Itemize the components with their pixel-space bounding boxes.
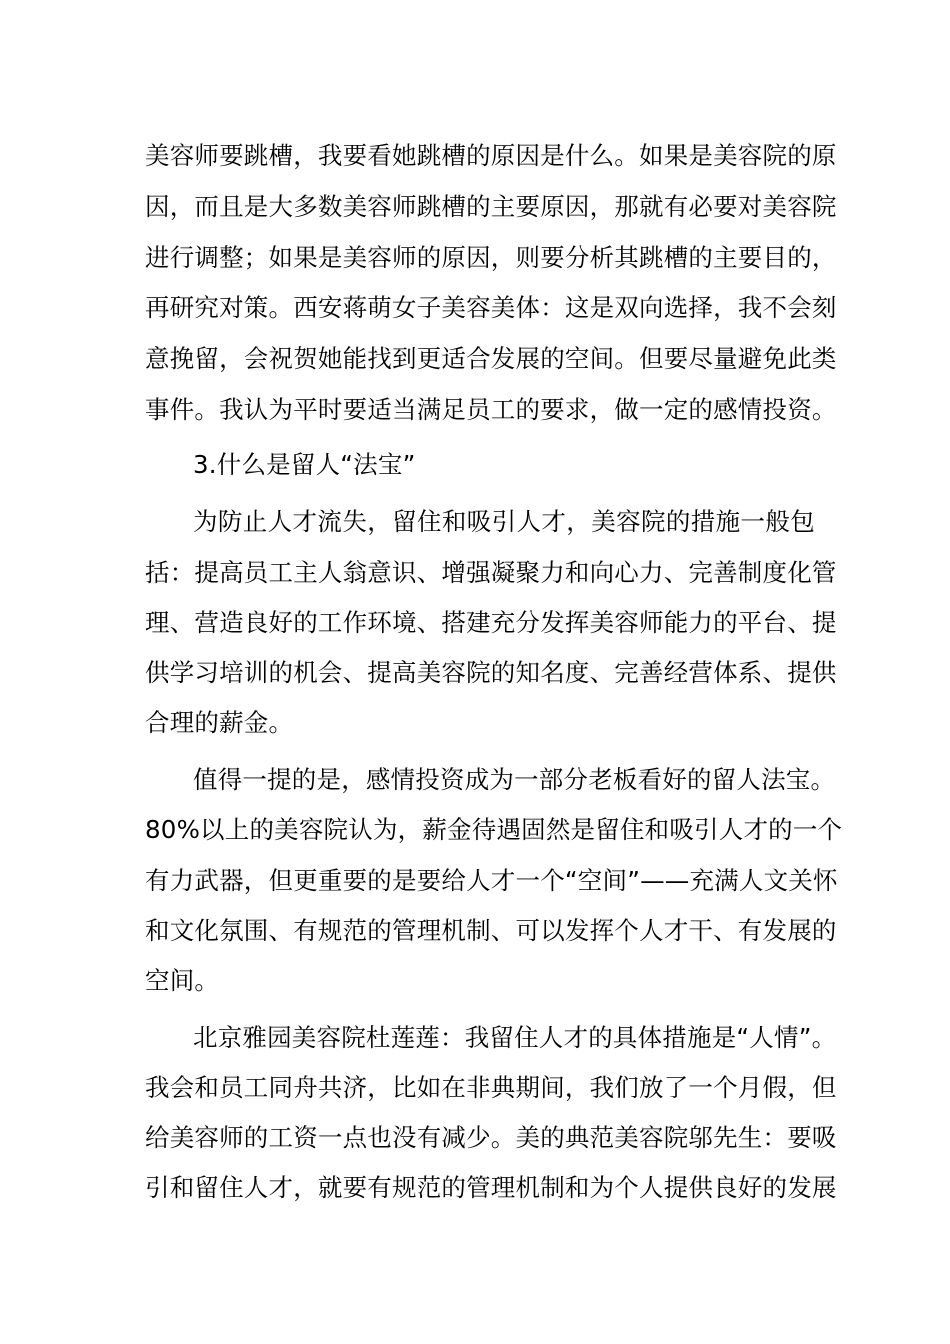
paragraph-4-line-4: 和文化氛围、有规范的管理机制、可以发挥个人才干、有发展的 xyxy=(145,916,837,945)
paragraph-4-line-2: 80%以上的美容院认为，薪金待遇固然是留住和吸引人才的一个 xyxy=(145,815,843,844)
paragraph-3-line-4: 供学习培训的机会、提高美容院的知名度、完善经营体系、提供 xyxy=(145,658,837,687)
paragraph-3-line-2: 括：提高员工主人翁意识、增强凝聚力和向心力、完善制度化管 xyxy=(145,558,837,587)
paragraph-1-line-3: 进行调整；如果是美容师的原因，则要分析其跳槽的主要目的， xyxy=(145,243,837,272)
paragraph-1-line-4: 再研究对策。西安蒋萌女子美容美体：这是双向选择，我不会刻 xyxy=(145,293,837,322)
paragraph-5-line-2: 我会和员工同舟共济，比如在非典期间，我们放了一个月假，但 xyxy=(145,1073,837,1102)
paragraph-1-line-6: 事件。我认为平时要适当满足员工的要求，做一定的感情投资。 xyxy=(145,395,837,424)
paragraph-5-line-4: 引和留住人才，就要有规范的管理机制和为个人提供良好的发展 xyxy=(145,1173,837,1202)
paragraph-3-line-5: 合理的薪金。 xyxy=(145,708,294,737)
paragraph-3-line-1: 为防止人才流失，留住和吸引人才，美容院的措施一般包 xyxy=(193,507,815,536)
paragraph-4-line-5: 空间。 xyxy=(145,966,220,995)
paragraph-1-line-2: 因，而且是大多数美容师跳槽的主要原因，那就有必要对美容院 xyxy=(145,192,837,221)
paragraph-5-line-3: 给美容师的工资一点也没有减少。美的典范美容院邬先生：要吸 xyxy=(145,1123,837,1152)
section-heading: 3.什么是留人“法宝” xyxy=(193,450,416,479)
paragraph-4-line-3: 有力武器，但更重要的是要给人才一个“空间”——充满人文关怀 xyxy=(145,866,838,895)
paragraph-3-line-3: 理、营造良好的工作环境、搭建充分发挥美容师能力的平台、提 xyxy=(145,608,837,637)
paragraph-4-line-1: 值得一提的是，感情投资成为一部分老板看好的留人法宝。 xyxy=(193,765,836,794)
paragraph-5-line-1: 北京雅园美容院杜莲莲：我留住人才的具体措施是“人情”。 xyxy=(193,1023,837,1052)
paragraph-1-line-5: 意挽留，会祝贺她能找到更适合发展的空间。但要尽量避免此类 xyxy=(145,344,837,373)
paragraph-1-line-1: 美容师要跳槽，我要看她跳槽的原因是什么。如果是美容院的原 xyxy=(145,141,837,170)
